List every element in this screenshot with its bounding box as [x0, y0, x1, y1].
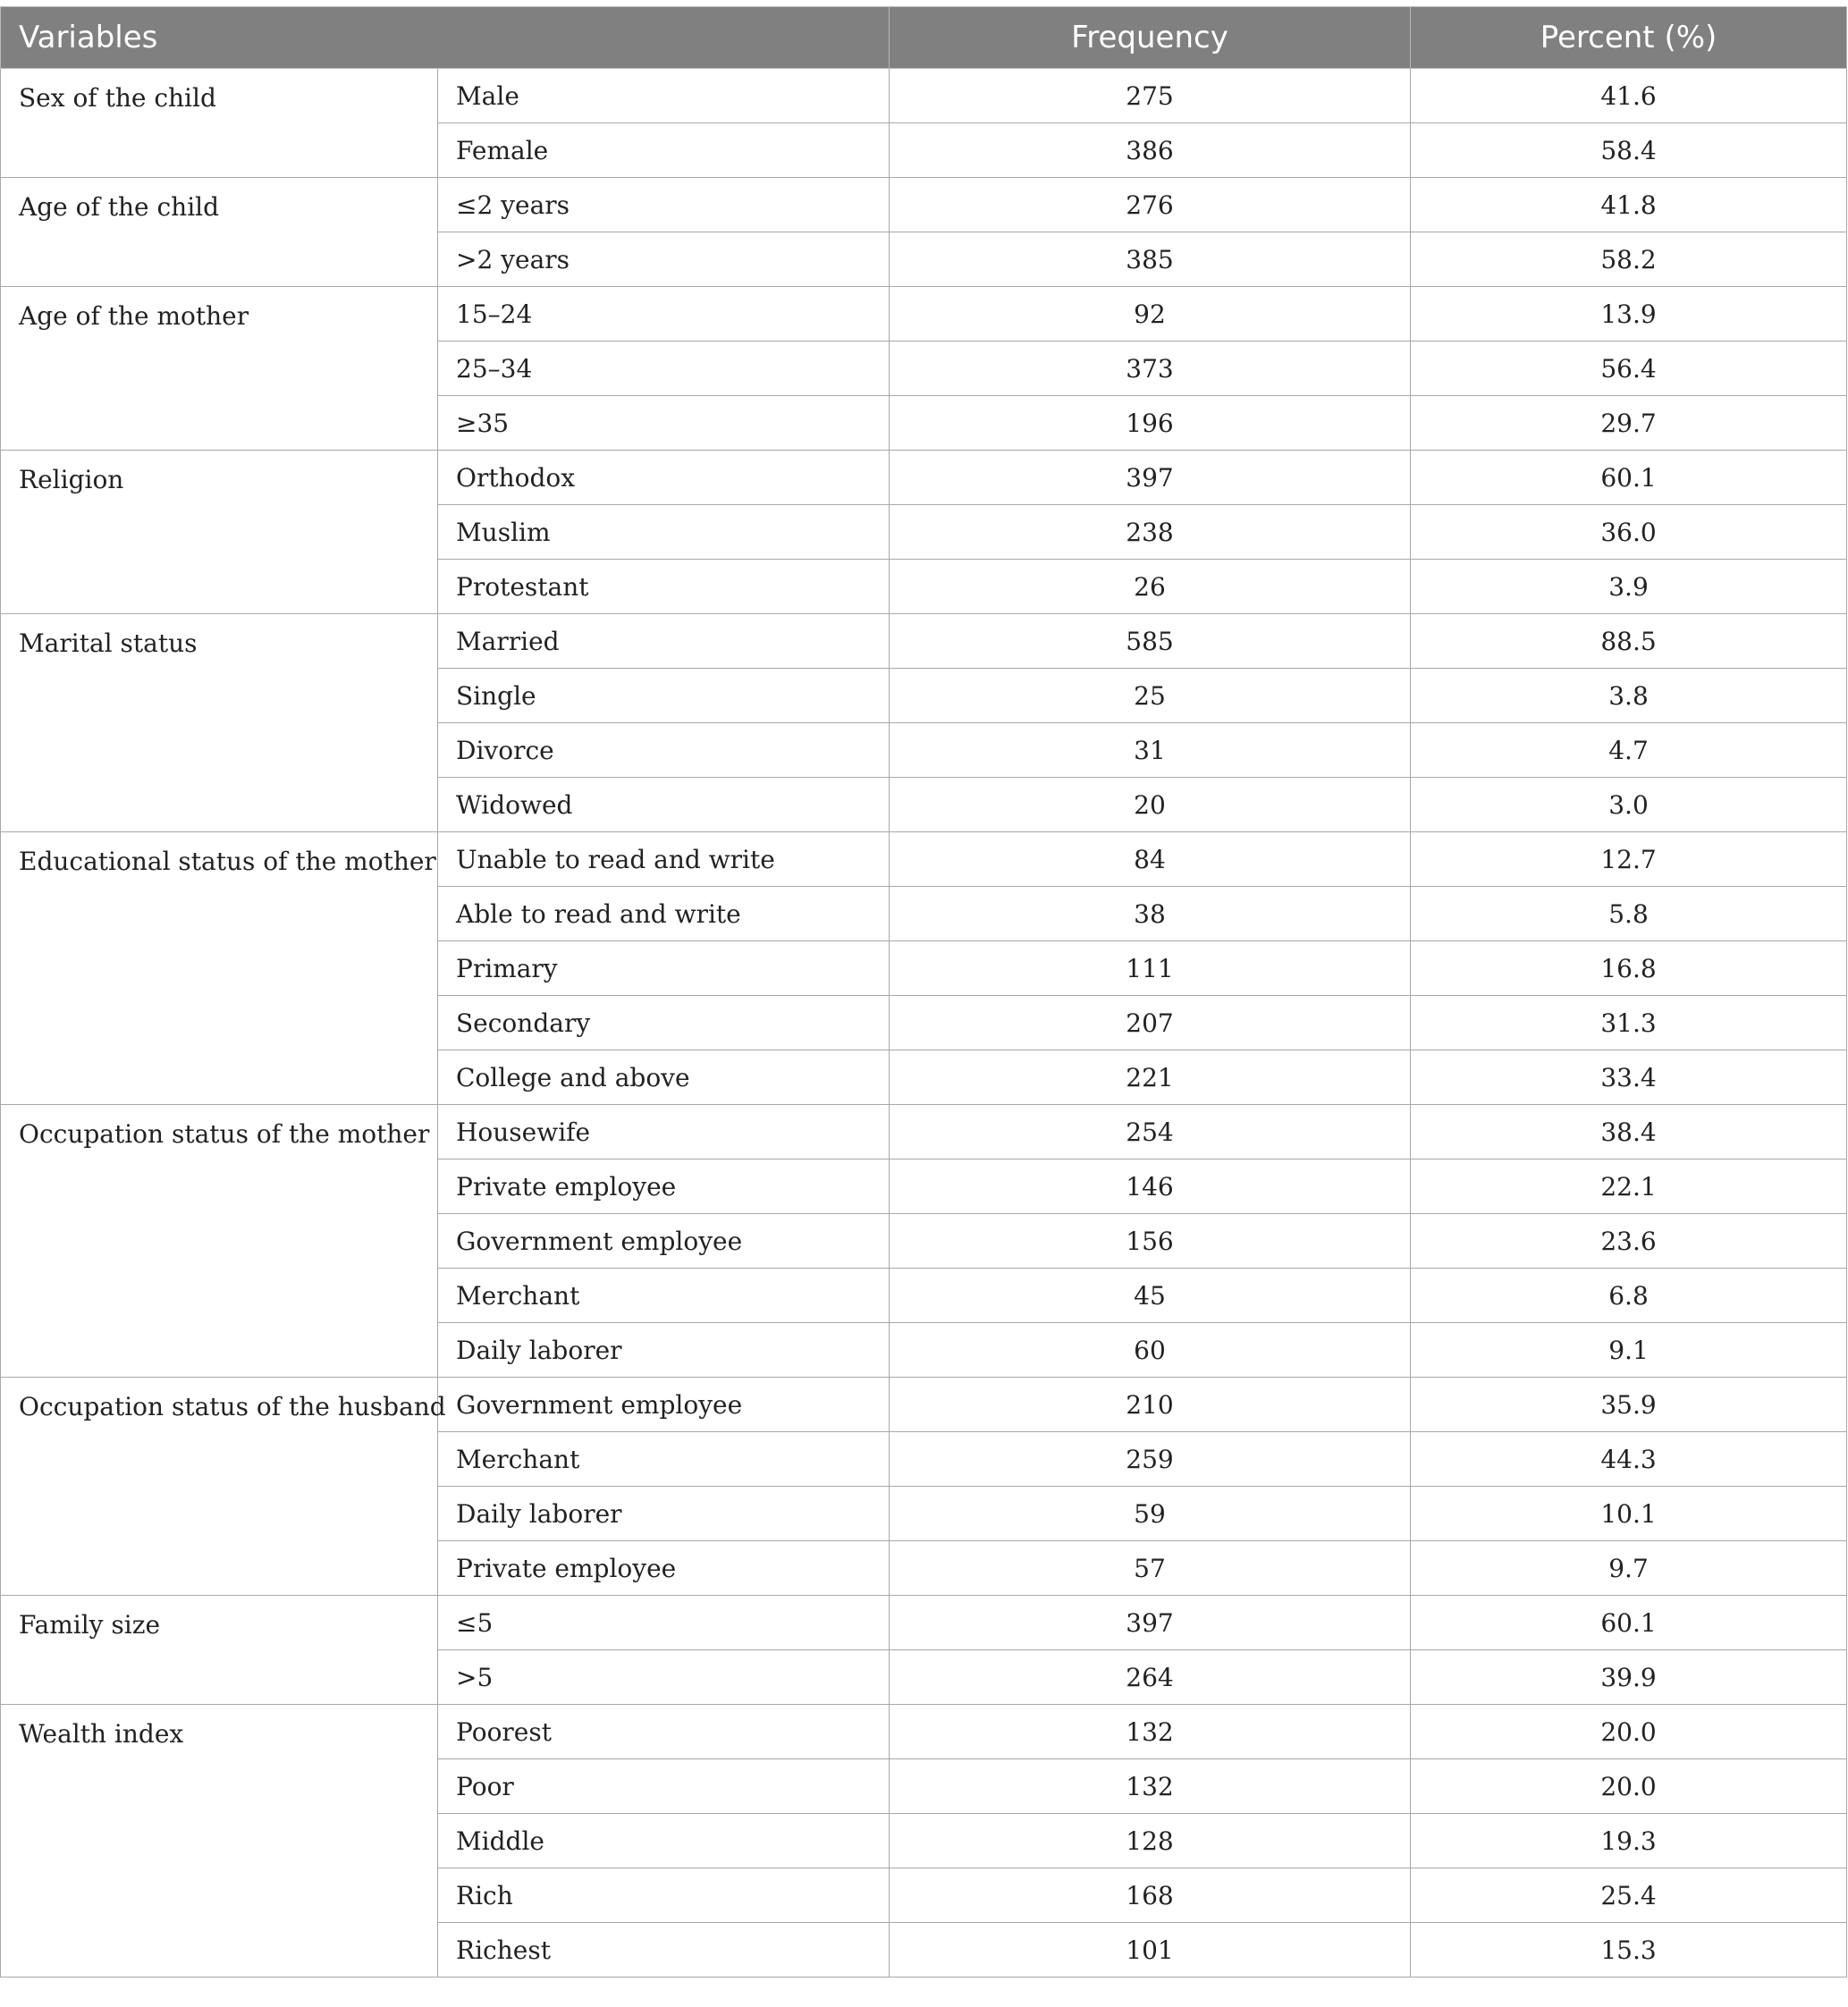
percent-cell: 88.5 — [1411, 614, 1847, 669]
percent-cell: 15.3 — [1411, 1923, 1847, 1977]
category-cell: >5 — [438, 1650, 890, 1705]
percent-cell: 6.8 — [1411, 1269, 1847, 1323]
header-frequency: Frequency — [890, 7, 1411, 69]
category-cell: ≤5 — [438, 1596, 890, 1650]
table-row — [1, 1705, 1847, 1759]
frequency-cell: 31 — [890, 723, 1411, 778]
category-cell: Private employee — [438, 1541, 890, 1596]
percent-cell: 60.1 — [1411, 1596, 1847, 1650]
percent-cell: 3.9 — [1411, 560, 1847, 614]
frequency-cell: 585 — [890, 614, 1411, 669]
percent-cell: 38.4 — [1411, 1105, 1847, 1160]
frequency-cell: 275 — [890, 69, 1411, 123]
frequency-cell: 254 — [890, 1105, 1411, 1160]
category-cell: Orthodox — [438, 451, 890, 505]
percent-cell: 19.3 — [1411, 1814, 1847, 1868]
data-table — [0, 6, 1847, 1977]
variable-label: Occupation status of the mother — [1, 1105, 438, 1378]
variable-label: Religion — [1, 451, 438, 614]
percent-cell: 39.9 — [1411, 1650, 1847, 1705]
table-row — [1, 287, 1847, 342]
percent-cell: 16.8 — [1411, 941, 1847, 996]
percent-cell: 58.4 — [1411, 123, 1847, 178]
percent-cell: 29.7 — [1411, 396, 1847, 451]
frequency-cell: 84 — [890, 832, 1411, 887]
percent-cell: 60.1 — [1411, 451, 1847, 505]
table-body — [1, 69, 1847, 1977]
category-cell: Divorce — [438, 723, 890, 778]
percent-cell: 22.1 — [1411, 1160, 1847, 1214]
frequency-cell: 238 — [890, 505, 1411, 560]
category-cell: Unable to read and write — [438, 832, 890, 887]
percent-cell: 3.0 — [1411, 778, 1847, 832]
category-cell: Richest — [438, 1923, 890, 1977]
percent-cell: 35.9 — [1411, 1378, 1847, 1432]
percent-cell: 33.4 — [1411, 1050, 1847, 1105]
percent-cell: 36.0 — [1411, 505, 1847, 560]
category-cell: Protestant — [438, 560, 890, 614]
variable-label: Age of the child — [1, 178, 438, 287]
percent-cell: 4.7 — [1411, 723, 1847, 778]
variable-label: Family size — [1, 1596, 438, 1705]
percent-cell: 9.7 — [1411, 1541, 1847, 1596]
frequency-cell: 111 — [890, 941, 1411, 996]
category-cell: College and above — [438, 1050, 890, 1105]
frequency-cell: 57 — [890, 1541, 1411, 1596]
category-cell: Merchant — [438, 1269, 890, 1323]
percent-cell: 20.0 — [1411, 1759, 1847, 1814]
frequency-cell: 397 — [890, 451, 1411, 505]
category-cell: Able to read and write — [438, 887, 890, 941]
frequency-cell: 397 — [890, 1596, 1411, 1650]
table-row — [1, 69, 1847, 123]
percent-cell: 5.8 — [1411, 887, 1847, 941]
percent-cell: 31.3 — [1411, 996, 1847, 1050]
frequency-cell: 59 — [890, 1487, 1411, 1541]
category-cell: >2 years — [438, 232, 890, 287]
table-row — [1, 451, 1847, 505]
frequency-cell: 132 — [890, 1705, 1411, 1759]
percent-cell: 10.1 — [1411, 1487, 1847, 1541]
table-row — [1, 614, 1847, 669]
category-cell: Female — [438, 123, 890, 178]
percent-cell: 12.7 — [1411, 832, 1847, 887]
variable-label: Sex of the child — [1, 69, 438, 178]
frequency-cell: 276 — [890, 178, 1411, 232]
frequency-cell: 385 — [890, 232, 1411, 287]
percent-cell: 9.1 — [1411, 1323, 1847, 1378]
percent-cell: 44.3 — [1411, 1432, 1847, 1487]
category-cell: ≥35 — [438, 396, 890, 451]
frequency-cell: 38 — [890, 887, 1411, 941]
percent-cell: 56.4 — [1411, 342, 1847, 396]
frequency-cell: 101 — [890, 1923, 1411, 1977]
category-cell: Merchant — [438, 1432, 890, 1487]
category-cell: 25–34 — [438, 342, 890, 396]
category-cell: Single — [438, 669, 890, 723]
category-cell: Widowed — [438, 778, 890, 832]
frequency-cell: 259 — [890, 1432, 1411, 1487]
category-cell: Government employee — [438, 1214, 890, 1269]
category-cell: Middle — [438, 1814, 890, 1868]
category-cell: Muslim — [438, 505, 890, 560]
frequency-cell: 146 — [890, 1160, 1411, 1214]
percent-cell: 3.8 — [1411, 669, 1847, 723]
table-row — [1, 178, 1847, 232]
frequency-cell: 210 — [890, 1378, 1411, 1432]
variable-label: Occupation status of the husband — [1, 1378, 438, 1596]
percent-cell: 23.6 — [1411, 1214, 1847, 1269]
header-row — [1, 7, 1847, 69]
category-cell: Male — [438, 69, 890, 123]
category-cell: Housewife — [438, 1105, 890, 1160]
table-row — [1, 832, 1847, 887]
category-cell: ≤2 years — [438, 178, 890, 232]
table-row — [1, 1378, 1847, 1432]
variable-label: Educational status of the mother — [1, 832, 438, 1105]
frequency-cell: 132 — [890, 1759, 1411, 1814]
frequency-cell: 168 — [890, 1868, 1411, 1923]
variable-label: Age of the mother — [1, 287, 438, 451]
frequency-cell: 26 — [890, 560, 1411, 614]
frequency-cell: 196 — [890, 396, 1411, 451]
percent-cell: 41.8 — [1411, 178, 1847, 232]
category-cell: Government employee — [438, 1378, 890, 1432]
frequency-cell: 128 — [890, 1814, 1411, 1868]
frequency-cell: 92 — [890, 287, 1411, 342]
percent-cell: 20.0 — [1411, 1705, 1847, 1759]
category-cell: Secondary — [438, 996, 890, 1050]
header-variables: Variables — [1, 7, 890, 69]
category-cell: 15–24 — [438, 287, 890, 342]
frequency-cell: 386 — [890, 123, 1411, 178]
percent-cell: 25.4 — [1411, 1868, 1847, 1923]
frequency-cell: 373 — [890, 342, 1411, 396]
variable-label: Wealth index — [1, 1705, 438, 1977]
frequency-cell: 264 — [890, 1650, 1411, 1705]
frequency-cell: 60 — [890, 1323, 1411, 1378]
frequency-cell: 221 — [890, 1050, 1411, 1105]
table-header — [1, 7, 1847, 69]
variable-label: Marital status — [1, 614, 438, 832]
category-cell: Poor — [438, 1759, 890, 1814]
category-cell: Daily laborer — [438, 1323, 890, 1378]
category-cell: Married — [438, 614, 890, 669]
percent-cell: 13.9 — [1411, 287, 1847, 342]
category-cell: Primary — [438, 941, 890, 996]
category-cell: Rich — [438, 1868, 890, 1923]
frequency-cell: 156 — [890, 1214, 1411, 1269]
table-row — [1, 1596, 1847, 1650]
category-cell: Private employee — [438, 1160, 890, 1214]
frequency-cell: 207 — [890, 996, 1411, 1050]
frequency-cell: 45 — [890, 1269, 1411, 1323]
percent-cell: 58.2 — [1411, 232, 1847, 287]
header-percent: Percent (%) — [1411, 7, 1847, 69]
percent-cell: 41.6 — [1411, 69, 1847, 123]
category-cell: Poorest — [438, 1705, 890, 1759]
frequency-cell: 20 — [890, 778, 1411, 832]
table-row — [1, 1105, 1847, 1160]
category-cell: Daily laborer — [438, 1487, 890, 1541]
frequency-cell: 25 — [890, 669, 1411, 723]
